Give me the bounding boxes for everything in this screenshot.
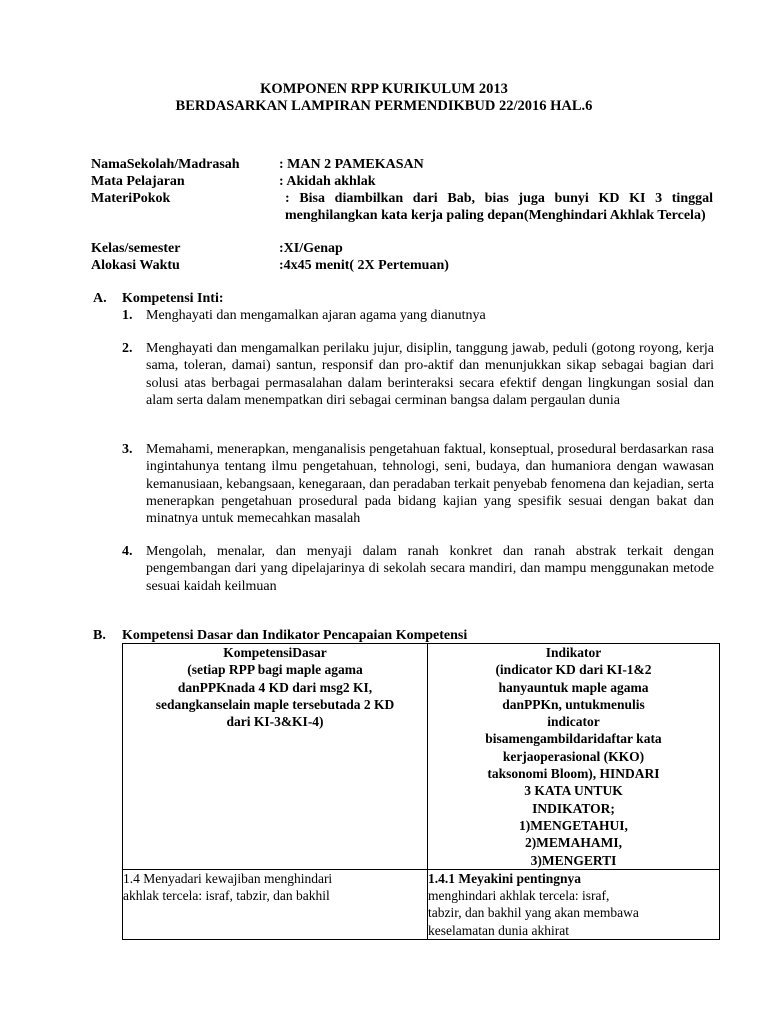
school-value: : MAN 2 PAMEKASAN [279,157,424,172]
indicator-header-line: Indikator [545,645,602,660]
section-b-letter: B. [93,628,106,643]
indicator-header-line: 3 KATA UNTUK [524,783,623,799]
doc-title-line2: BERDASARKAN LAMPIRAN PERMENDIKBUD 22/2016 HAL.6 [175,98,593,114]
indicator-header-line: INDIKATOR; [532,800,615,816]
kd-header-line: sedangkanselain maple tersebutada 2 KD [155,696,395,712]
kd-header-line: KompetensiDasar [223,645,327,660]
kd-cell [123,869,428,939]
indicator-header-line: 2)MEMAHAMI, [524,835,623,851]
ki-number: 3. [122,442,133,457]
ki-text: Mengolah, menalar, dan menyaji dalam ranah konkret dan ranah abstrak terkait dengan pengembangan dari yang dipelajarinya di sekolah secara mandiri, dan mampu menggunakan metode sesuai kaidah keilmuan [146,544,714,594]
time-value: :4x45 menit( 2X Pertemuan) [279,258,449,273]
section-a-letter: A. [93,291,107,306]
indicator-header-line: bisamengambildaridaftar kata [485,731,662,747]
indicator-header-line: kerjaoperasional (KKO) [502,748,645,764]
indicator-line: keselamatan dunia akhirat [428,922,569,938]
indicator-line: tabzir, dan bakhil yang akan membawa [428,905,639,921]
indicator-header-line: hanyauntuk maple agama [498,679,649,695]
ki-number: 1. [122,308,133,323]
materi-label: MateriPokok [91,191,171,206]
kd-header-line: (setiap RPP bagi maple agama [187,662,363,678]
indicator-cell [428,869,720,939]
school-label: NamaSekolah/Madrasah [91,157,240,172]
ki-number: 2. [122,341,133,356]
kd-header-cell [123,644,428,870]
table-header-row [123,644,720,870]
ki-number: 4. [122,544,133,559]
indicator-header-line: indicator [547,714,600,730]
class-label: Kelas/semester [91,241,181,256]
indicator-header-cell [428,644,720,870]
indicator-header-line: (indicator KD dari KI-1&2 [495,662,652,678]
ki-text: Menghayati dan mengamalkan ajaran agama yang dianutnya [146,308,486,323]
indicator-header-line: 3)MENGERTI [530,852,617,868]
subject-value: : Akidah akhlak [279,174,376,189]
class-value: :XI/Genap [279,241,343,256]
subject-label: Mata Pelajaran [91,174,185,189]
indicator-title: 1.4.1 Meyakini pentingnya [428,870,582,886]
table-row [123,869,720,939]
ki-text: Memahami, menerapkan, menganalisis pengetahuan faktual, konseptual, prosedural berdasarkan rasa ingintahunya tentang ilmu pengetahuan, tehnologi, seni, budaya, dan humaniora dengan wawasan kemanusiaan, kebangsaan, kenegaraan, dan peradaban terkait penyebab fenomena dan kejadian, serta menerapkan pengetahuan prosedural pada bidang kajian yang spesifik sesuai dengan bakat dan minatnya untuk memecahkan masalah [146,442,714,527]
time-label: Alokasi Waktu [91,258,180,273]
indicator-header-line: taksonomi Bloom), HINDARI [487,766,660,782]
doc-title-line1: KOMPONEN RPP KURIKULUM 2013 [260,81,508,97]
kd-line: akhlak tercela: israf, tabzir, dan bakhil [123,888,330,904]
section-b-title: Kompetensi Dasar dan Indikator Pencapaian Kompetensi [122,628,468,643]
ki-text: Menghayati dan mengamalkan perilaku jujur, disiplin, tanggung jawab, peduli (gotong royong, kerja sama, toleran, damai) santun, responsif dan pro-aktif dan menunjukkan sikap sebagai bagian dari solusi atas berbagai permasalahan dalam berinteraksi secara efektif dengan lingkungan sosial dan alam serta dalam menempatkan diri sebagai cerminan bangsa dalam pergaulan dunia [146,341,714,408]
kd-line: 1.4 Menyadari kewajiban menghindari [123,870,333,886]
indicator-header-line: 1)MENGETAHUI, [519,817,628,833]
kd-indicator-table [122,643,720,940]
section-a-title: Kompetensi Inti: [122,291,224,306]
kd-header-line: danPPKnada 4 KD dari msg2 KI, [177,679,373,695]
indicator-header-line: danPPKn, untukmenulis [502,696,645,712]
indicator-line: menghindari akhlak tercela: israf, [428,888,610,904]
kd-header-line: dari KI-3&KI-4) [226,714,324,730]
materi-value: : Bisa diambilkan dari Bab, bias juga bunyi KD KI 3 tinggal menghilangkan kata kerja paling depan(Menghindari Akhlak Tercela) [285,191,713,223]
